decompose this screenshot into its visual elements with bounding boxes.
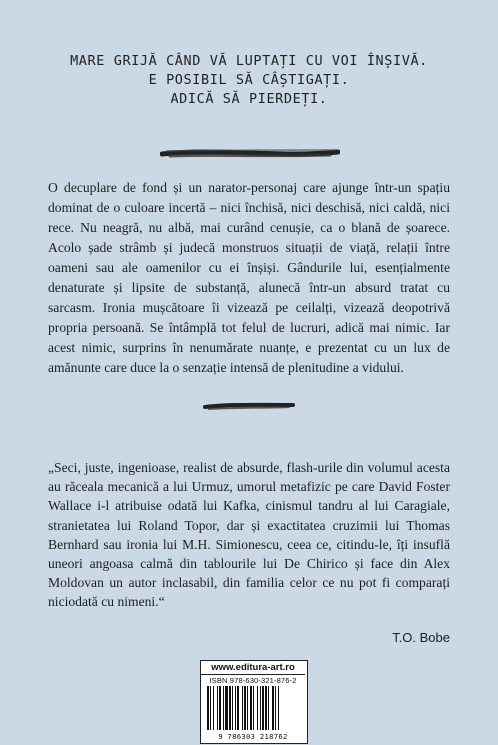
barcode-bar [217,686,218,730]
publisher-website: www.editura-art.ro [201,661,305,675]
barcode-bar [257,686,258,730]
barcode-bar [242,686,243,730]
brush-divider [160,146,340,162]
isbn-label: ISBN 978-630-321-876-2 [209,676,297,685]
barcode-bar [223,686,224,730]
epigraph-line: E POSIBIL SĂ CÂȘTIGAȚI. [148,72,350,88]
barcode-bar [268,686,269,730]
barcode-bar [262,686,264,730]
barcode-bar [265,686,267,730]
quote-author: T.O. Bobe [392,630,450,645]
barcode-bar [210,686,211,730]
barcode-bar [225,686,228,730]
barcode-bar [278,686,279,730]
barcode-bar [213,686,214,730]
blurb-paragraph: O decuplare de fond și un narator-personaj care ajunge într-un spațiu dominat de o culoare incertă – nici închisă, nici deschisă, nici caldă, nici rece. Nu neagră, nu albă, mai curând cenușie, ca o blană de șoarece. Acolo șade strâmb și judecă monstruos situații de viață, relații între oameni sau ale oamenilor cu ei înșiși. Gândurile lui, esențialmente denaturate și lipsite de substanță, alunecă într-un absurd tratat cu sarcasm. Ironia mușcătoare îi vizează pe ceilalți, vizează deopotrivă propria persoană. Se întâmplă tot felul de lucruri, adică mai nimic. Iar acest nimic, surprins în nenumărate nuanțe, e prezentat cu un lux de amănunte care duce la o senzație intensă de plenitudine a vidului. [48,180,450,375]
barcode-bar [247,686,248,730]
barcode-bar [207,686,209,730]
epigraph-line: ADICĂ SĂ PIERDEȚI. [170,91,328,107]
barcode-bar [260,686,261,730]
barcode-bar [219,686,221,730]
barcode-bar [244,686,246,730]
barcode-bar [235,686,236,730]
barcode-panel [200,660,308,744]
barcode-bar [253,686,254,730]
brush-divider [203,400,295,412]
barcode-bar [272,686,274,730]
barcode-bar [237,686,239,730]
barcode-bar [275,686,276,730]
barcode [205,686,301,732]
epigraph-line: MARE GRIJĂ CÂND VĂ LUPTAȚI CU VOI ÎNȘIVĂ. [70,53,428,69]
review-quote: „Seci, juste, ingenioase, realist de absurde, flash-urile din volumul acesta au răceala mecanică a lui Urmuz, umorul metafizic pe care David Foster Wallace i-l atribuise odată lui Kafka, cinismul tandru al lui Caragiale, stranietatea lui Roland Topor, dar și exactitatea cruzimii lui Thomas Bernhard sau ironia lui M.H. Simionescu, ceea ce, citindu-le, îți insuflă uneori angoasa calmă din tablourile lui De Chirico și face din Alex Moldovan un autor inclasabil, din familia celor ce nu pot fi comparați niciodată cu nimeni.“ [48,460,450,610]
barcode-bar [229,686,231,730]
barcode-bar [250,686,252,730]
handwritten-epigraph [40,52,458,109]
barcode-bar [232,686,233,730]
barcode-digits: 9 786303 218762 [218,732,288,741]
